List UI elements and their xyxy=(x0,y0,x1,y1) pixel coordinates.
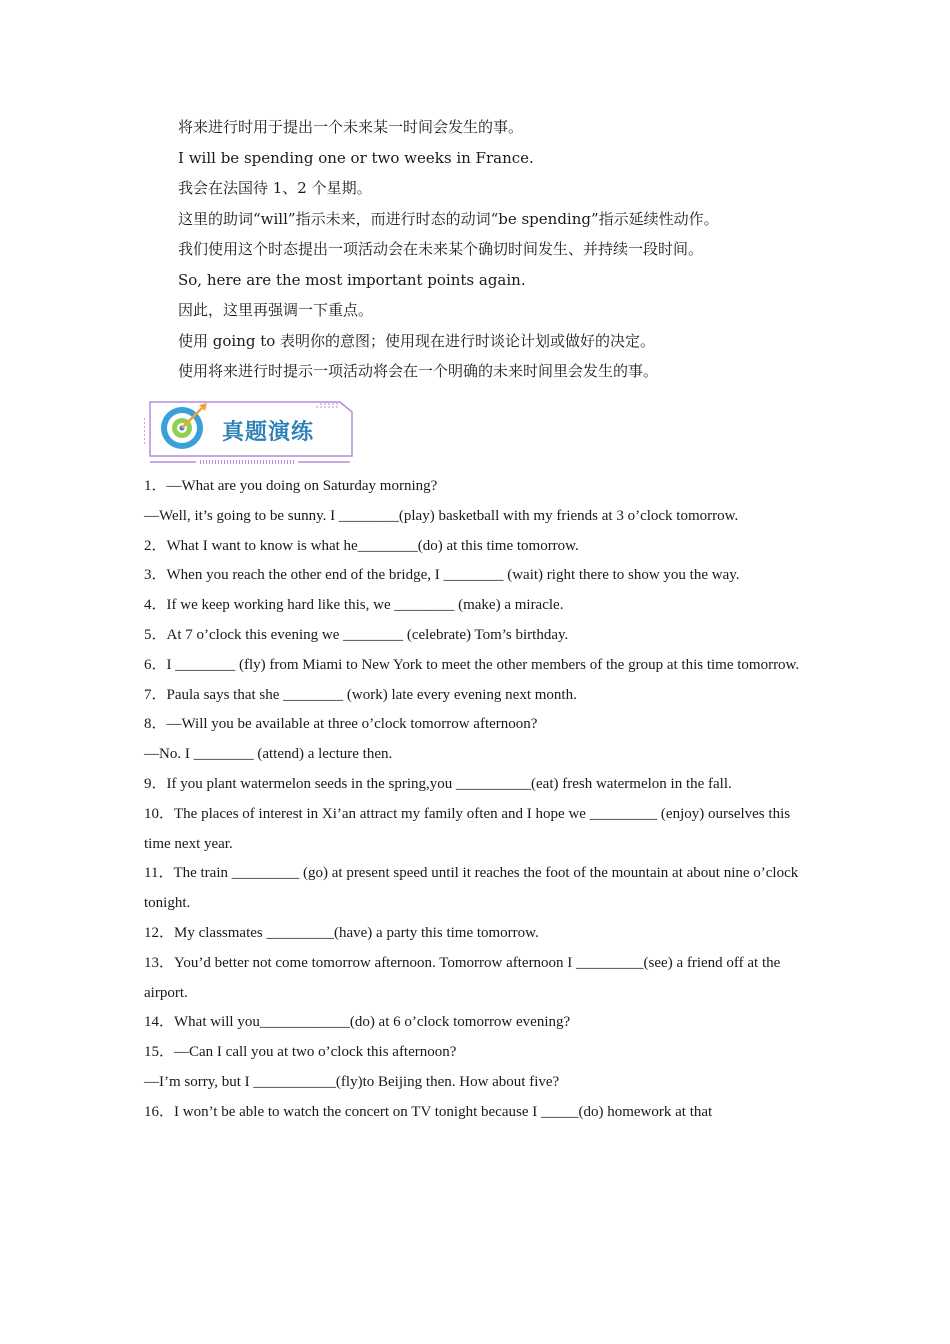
question-line: —No. I ________ (attend) a lecture then. xyxy=(144,746,393,763)
question-line: 10．The places of interest in Xi’an attract my family often and I hope we _________ (enjoy) ourselves this time next year. xyxy=(144,805,791,852)
question-line: 11．The train _________ (go) at present speed until it reaches the foot of the mountain at about nine o’clock tonight. xyxy=(144,865,799,912)
question-line: 3．When you reach the other end of the bridge, I ________ (wait) right there to show you the way. xyxy=(144,567,740,584)
intro-line: I will be spending one or two weeks in France. xyxy=(178,148,534,167)
question-line: 16．I won’t be able to watch the concert on TV tonight because I _____(do) homework at that xyxy=(144,1103,713,1120)
intro-line: 将来进行时用于提出一个未来某一时间会发生的事。 xyxy=(178,118,524,136)
question-line: 4．If we keep working hard like this, we ________ (make) a miracle. xyxy=(144,597,564,614)
question-line: 7．Paula says that she ________ (work) late every evening next month. xyxy=(144,686,577,703)
intro-line: 因此，这里再强调一下重点。 xyxy=(178,301,374,319)
intro-line: 我们使用这个时态提出一项活动会在未来某个确切时间发生、并持续一段时间。 xyxy=(178,240,704,258)
question-line: 14．What will you____________(do) at 6 o’clock tomorrow evening? xyxy=(144,1014,571,1031)
section-title: 真题演练 xyxy=(222,420,315,445)
question-line: 13．You’d better not come tomorrow afternoon. Tomorrow afternoon I _________(see) a friend off at the airport. xyxy=(144,954,781,1001)
question-line: 15．—Can I call you at two o’clock this afternoon? xyxy=(144,1044,457,1061)
intro-line: 这里的助词“will”指示未来，而进行时态的动词“be spending”指示延续性动作。 xyxy=(178,209,719,228)
intro-line: 我会在法国待 1、2 个星期。 xyxy=(178,179,372,197)
question-line: 2．What I want to know is what he________(do) at this time tomorrow. xyxy=(144,537,579,554)
question-line: 6．I ________ (fly) from Miami to New York to meet the other members of the group at this time tomorrow. xyxy=(144,656,800,673)
intro-text xyxy=(178,112,878,387)
question-line: 8．—Will you be available at three o’clock tomorrow afternoon? xyxy=(144,716,538,733)
exercise-list xyxy=(144,472,806,1128)
question-line: —I’m sorry, but I ___________(fly)to Beijing then. How about five? xyxy=(144,1073,560,1090)
question-line: 12．My classmates _________(have) a party this time tomorrow. xyxy=(144,924,539,941)
intro-line: So, here are the most important points again. xyxy=(178,270,526,289)
question-line: —Well, it’s going to be sunny. I ________(play) basketball with my friends at 3 o’clock tomorrow. xyxy=(144,507,739,524)
question-line: 5．At 7 o’clock this evening we ________ (celebrate) Tom’s birthday. xyxy=(144,626,569,643)
question-line: 1．—What are you doing on Saturday morning? xyxy=(144,478,438,494)
intro-line: 使用将来进行时提示一项活动将会在一个明确的未来时间里会发生的事。 xyxy=(178,362,659,380)
question-line: 9．If you plant watermelon seeds in the spring,you __________(eat) fresh watermelon in the fall. xyxy=(144,775,732,792)
intro-line: 使用 going to 表明你的意图；使用现在进行时谈论计划或做好的决定。 xyxy=(178,331,656,350)
